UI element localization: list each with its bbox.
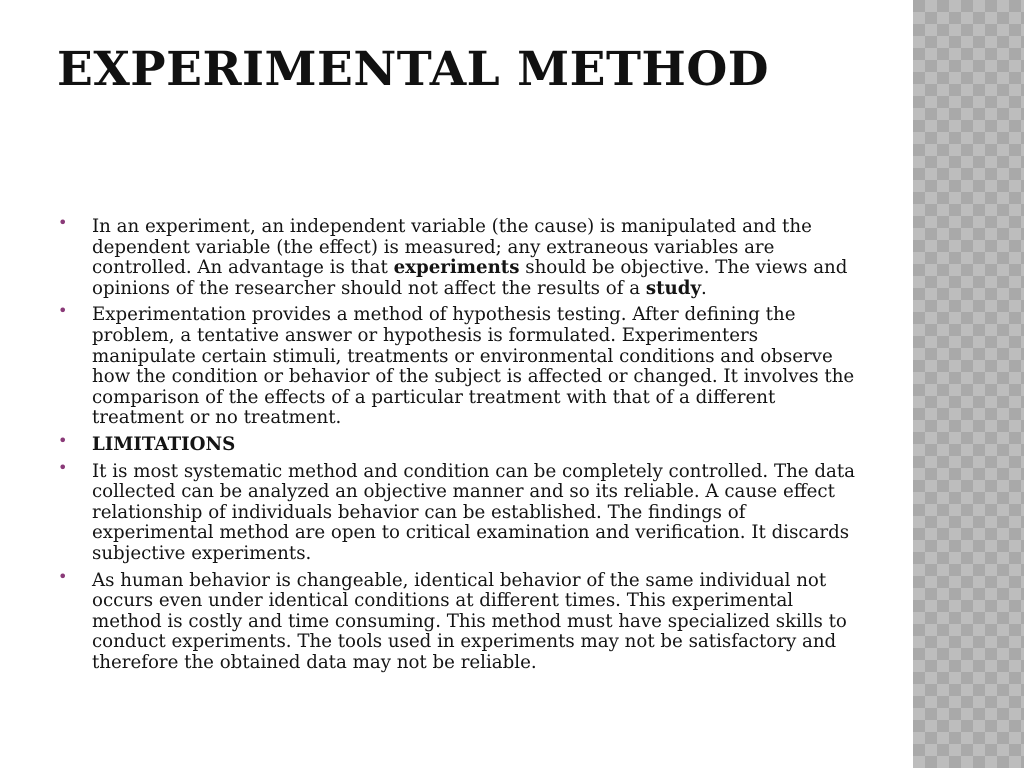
bullet-marker-icon: • [58, 301, 68, 321]
bullet-text: As human behavior is changeable, identical behavior of the same individual not occurs even under identical conditions at different times. This experimental method is costly and time consuming. This method must have specialized skills to conduct experiments. The tools used in experiments may not be satisfactory and therefore the obtained data may not be reliable. [92, 569, 847, 673]
bullet-item [58, 457, 858, 565]
bullet-text: In an experiment, an independent variable (the cause) is manipulated and the dependent variable (the effect) is measured; any extraneous variables are controlled. An advantage is that experiments should be objective. The views and opinions of the researcher should not affect the results of a study. [92, 216, 848, 299]
bullet-text: Experimentation provides a method of hypothesis testing. After defining the problem, a tentative answer or hypothesis is formulated. Experimenters manipulate certain stimuli, treatments or environmental conditions and observe how the condition or behavior of the subject is affected or changed. It involves the comparison of the effects of a particular treatment with that of a different treatment or no treatment. [92, 304, 855, 429]
bullet-marker-icon: • [58, 457, 68, 477]
bullet-marker-icon: • [58, 566, 68, 586]
bullet-item [58, 301, 858, 429]
bullet-marker-icon: • [58, 430, 68, 450]
bold-term-experiments: experiments [393, 257, 520, 279]
slide-title: EXPERIMENTAL METHOD [57, 42, 770, 97]
bullet-item [58, 430, 858, 456]
limitations-heading: LIMITATIONS [92, 433, 236, 455]
bold-term-study: study [645, 277, 702, 299]
bullet-item [58, 566, 858, 674]
bullet-item [58, 213, 858, 299]
bullet-text: It is most systematic method and condition can be completely controlled. The data collected can be analyzed an objective manner and so its reliable. A cause effect relationship of individuals behavior can be established. The findings of experimental method are open to critical examination and verification. It discards subjective experiments. [92, 460, 855, 564]
bullet-list [58, 213, 858, 679]
decorative-side-panel [913, 0, 1024, 768]
bullet-marker-icon: • [58, 213, 68, 232]
